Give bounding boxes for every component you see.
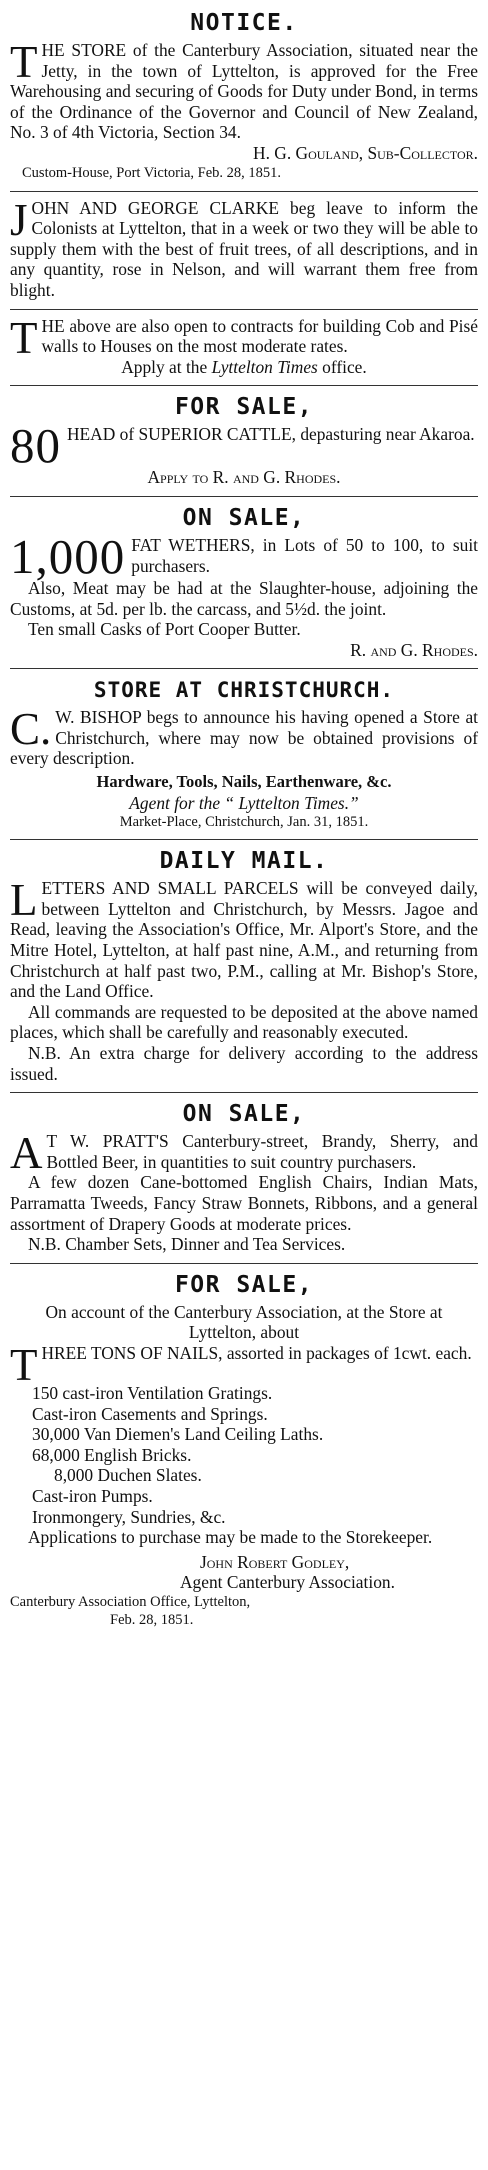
- walls-apply-paper: Lyttelton Times: [211, 356, 318, 377]
- nails-signature: [10, 1552, 478, 1593]
- notice-advertisement: [10, 6, 478, 188]
- cattle-number: 80: [10, 418, 61, 474]
- notice-body: HE STORE of the Canterbury Association, situated near the Jetty, in the town of Lyttelton, is approved for the Free Warehousing and securing of Goods for Duty under Bond, in terms of the Ordinance of the Governor and Council of New Zealand, No. 3 of 4th Victoria, Section 34.: [10, 40, 478, 143]
- nails-heading: FOR SALE,: [174, 1271, 314, 1298]
- nails-dateline: [10, 1593, 478, 1629]
- wethers-heading: ON SALE,: [182, 504, 306, 531]
- wethers-meat: Also, Meat may be had at the Slaughter-house, adjoining the Customs, at 5d. per lb. the carcass, and 5½d. the joint.: [10, 577, 478, 619]
- list-item: 150 cast-iron Ventilation Gratings.: [32, 1382, 273, 1403]
- divider-rule: [10, 309, 478, 310]
- nails-apply: Applications to purchase may be made to the Storekeeper.: [28, 1527, 433, 1548]
- cattle-advertisement: [10, 390, 478, 493]
- store-agent: Agent for the “ Lyttelton Times.”: [129, 792, 359, 813]
- nails-advertisement: [10, 1268, 478, 1634]
- mail-heading: DAILY MAIL.: [159, 848, 329, 875]
- wethers-number: 1,000: [10, 528, 126, 584]
- pratt-chairs: A few dozen Cane-bottomed English Chairs, Indian Mats, Parramatta Tweeds, Fancy Straw Bonnets, Ribbons, and a general assortment of Drapery Goods at moderate prices.: [10, 1172, 478, 1234]
- pratt-heading: ON SALE,: [182, 1101, 306, 1128]
- nails-intro: On account of the Canterbury Association, at the Store at Lyttelton, about: [45, 1301, 443, 1343]
- divider-rule: [10, 1263, 478, 1264]
- nails-signature-title: Agent Canterbury Association.: [180, 1572, 395, 1593]
- nails-item-list: [10, 1383, 478, 1527]
- notice-heading: NOTICE.: [190, 10, 298, 36]
- list-item: 30,000 Van Diemen's Land Ceiling Laths.: [32, 1424, 324, 1445]
- nails-body: HREE TONS OF NAILS, assorted in packages of 1cwt. each.: [41, 1342, 472, 1363]
- pratt-dropcap: A: [10, 1128, 43, 1179]
- mail-deposit: All commands are requested to be deposited at the above named places, which shall be carefully and reasonably executed.: [10, 1001, 478, 1043]
- wethers-signature: R. and G. Rhodes.: [350, 639, 478, 660]
- list-item: Ironmongery, Sundries, &c.: [32, 1506, 226, 1527]
- divider-rule: [10, 668, 478, 669]
- mail-advertisement: [10, 844, 478, 1089]
- divider-rule: [10, 191, 478, 192]
- divider-rule: [10, 496, 478, 497]
- nails-signature-name: John Robert Godley,: [200, 1551, 350, 1572]
- store-dropcap: C.: [10, 704, 52, 755]
- notice-dateline: Custom-House, Port Victoria, Feb. 28, 1851.: [22, 164, 282, 181]
- divider-rule: [10, 1092, 478, 1093]
- store-body: W. BISHOP begs to announce his having opened a Store at Christchurch, where may now be obtained provisions of every description.: [10, 707, 478, 769]
- divider-rule: [10, 385, 478, 386]
- list-item: Cast-iron Casements and Springs.: [32, 1403, 268, 1424]
- cattle-apply: Apply to R. and G. Rhodes.: [147, 467, 341, 488]
- walls-body: HE above are also open to contracts for building Cob and Pisé walls to Houses on the most moderate rates.: [41, 315, 478, 357]
- walls-apply: Apply at the Lyttelton Times office.: [121, 356, 367, 377]
- wethers-butter: Ten small Casks of Port Cooper Butter.: [28, 619, 301, 640]
- nails-dateline-1: Canterbury Association Office, Lyttelton,: [10, 1593, 251, 1610]
- divider-rule: [10, 839, 478, 840]
- clarke-body: OHN AND GEORGE CLARKE beg leave to inform the Colonists at Lyttelton, that in a week or two they will be able to supply them with the best of fruit trees, of all descriptions, and in any quantity, rose in Nelson, and will warrant them free from blight.: [10, 197, 478, 300]
- clarke-advertisement: [10, 196, 478, 306]
- notice-dropcap: T: [10, 37, 38, 87]
- walls-dropcap: T: [10, 312, 38, 363]
- pratt-advertisement: [10, 1097, 478, 1260]
- mail-nb: N.B. An extra charge for delivery according to the address issued.: [10, 1043, 478, 1084]
- store-advertisement: [10, 673, 478, 836]
- mail-dropcap: L: [10, 875, 38, 926]
- list-item: 8,000 Duchen Slates.: [54, 1465, 202, 1486]
- nails-dateline-2: Feb. 28, 1851.: [110, 1611, 194, 1628]
- mail-body: ETTERS AND SMALL PARCELS will be conveyed daily, between Lyttelton and Christchurch, by Messrs. Jagoe and Read, leaving the Association's Office, Mr. Alport's Store, and the Mitre Hotel, Lyttelton, at half past nine, A.M., and returning from Christchurch at half past two, P.M., calling at Mr. Bishop's Store, and the Land Office.: [10, 878, 478, 1002]
- list-item: 68,000 English Bricks.: [32, 1444, 192, 1465]
- store-goods: Hardware, Tools, Nails, Earthenware, &c.: [96, 772, 392, 792]
- cattle-heading: FOR SALE,: [174, 394, 314, 421]
- wethers-advertisement: [10, 501, 478, 665]
- pratt-body: T W. PRATT'S Canterbury-street, Brandy, Sherry, and Bottled Beer, in quantities to suit country purchasers.: [46, 1131, 478, 1172]
- pratt-nb: N.B. Chamber Sets, Dinner and Tea Services.: [28, 1234, 346, 1255]
- list-item: Cast-iron Pumps.: [32, 1485, 153, 1506]
- wethers-body: FAT WETHERS, in Lots of 50 to 100, to suit purchasers.: [131, 534, 478, 576]
- store-dateline: Market-Place, Christchurch, Jan. 31, 1851.: [119, 814, 369, 831]
- notice-signature: H. G. Gouland, Sub-Collector.: [253, 142, 478, 163]
- cattle-body: HEAD of SUPERIOR CATTLE, depasturing near Akaroa.: [67, 424, 475, 445]
- clarke-dropcap: J: [10, 194, 28, 245]
- store-heading: STORE AT CHRISTCHURCH.: [93, 678, 395, 703]
- walls-advertisement: [10, 314, 478, 383]
- nails-dropcap: T: [10, 1339, 38, 1390]
